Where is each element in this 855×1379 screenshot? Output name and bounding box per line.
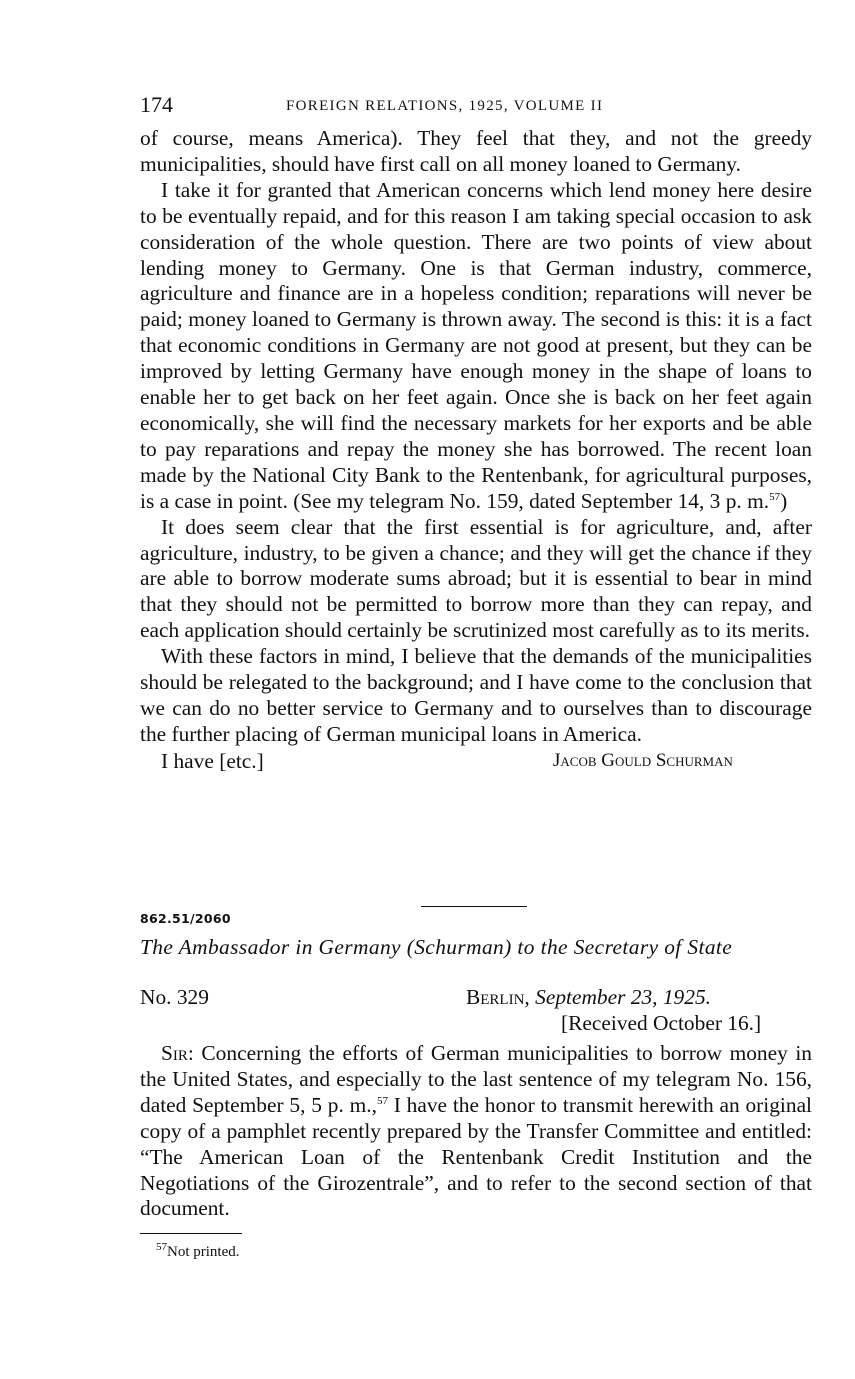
footnote-divider xyxy=(140,1233,242,1234)
footnote xyxy=(156,1241,240,1261)
document-number: No. 329 xyxy=(140,985,209,1009)
section-divider xyxy=(421,906,527,907)
signature: Jacob Gould Schurman xyxy=(553,749,733,771)
paragraph xyxy=(140,178,812,515)
page-number: 174 xyxy=(140,92,173,117)
footnote-reference: 57 xyxy=(769,490,781,503)
despatch-body xyxy=(140,1041,812,1222)
closing-parenthesis: ) xyxy=(780,488,788,513)
running-head xyxy=(140,92,812,126)
letter-body xyxy=(140,126,812,748)
closing: I have [etc.] xyxy=(161,748,264,773)
place: Berlin, xyxy=(466,985,530,1009)
date: September 23, 1925. xyxy=(535,985,711,1009)
paragraph-text: I take it for granted that American concerns which lend money here desire to be eventually repaid, and for this reason I am taking special occasion to ask consideration of the whole question. There are two points of view about lending money to Germany. One is that German industry, commerce, agriculture and finance are in a hopeless condition; reparations will never be paid; money loaned to Germany is thrown away. The second is this: it is a fact that economic conditions in Germany are not good at present, but they can be improved by letting Germany have enough money in the shape of loans to enable her to get back on her feet again. Once she is back on her feet again economically, she will find the necessary markets for her exports and be able to pay reparations and repay the money she has borrowed. The recent loan made by the National City Bank to the Rentenbank, for agricultural purposes, is a case in point. (See my telegram No. 159, dated September 14, 3 p. m. xyxy=(140,177,812,513)
sign-off xyxy=(140,748,812,774)
paragraph: of course, means America). They feel that they, and not the greedy municipalities, should have first call on all money loaned to Germany. xyxy=(140,126,812,176)
paragraph-text: I have the honor to transmit herewith an original copy of a pamphlet recently prepared by the Transfer Committee and entitled: “The American Loan of the Rentenbank Credit Institution and the Negotiations of the Girozentrale”, and to refer to the second section of that document. xyxy=(140,1092,813,1221)
salutation-colon: : xyxy=(187,1041,194,1065)
file-number: 862.51/2060 xyxy=(140,911,231,926)
paragraph-text: Concerning the efforts of German municipalities to borrow money in the United States, and especially to the last sentence of my telegram No. 156, dated September 5, 5 p. m., xyxy=(140,1041,812,1117)
paragraph xyxy=(140,1041,812,1222)
paragraph: It does seem clear that the first essential is for agriculture, and, after agriculture, industry, to be given a chance; and they will get the chance if they are able to borrow moderate sums abroad; but it is essential to bear in mind that they should not be permitted to borrow more than they can repay, and each application should certainly be scrutinized most carefully as to its merits. xyxy=(140,514,812,643)
footnote-reference: 57 xyxy=(376,1094,388,1107)
salutation: Sir xyxy=(161,1041,188,1065)
received-date: [Received October 16.] xyxy=(561,1011,762,1035)
page xyxy=(140,92,812,774)
running-head-title: FOREIGN RELATIONS, 1925, VOLUME II xyxy=(286,98,604,114)
footnote-marker: 57 xyxy=(156,1241,167,1253)
paragraph: With these factors in mind, I believe that the demands of the municipalities should be relegated to the background; and I have come to the conclusion that we can do no better service to Germany and to ourselves than to discourage the further placing of German municipal loans in America. xyxy=(140,644,812,746)
dateline xyxy=(466,985,711,1010)
footnote-text: Not printed. xyxy=(167,1244,240,1260)
document-title: The Ambassador in Germany (Schurman) to the Secretary of State xyxy=(140,935,733,959)
